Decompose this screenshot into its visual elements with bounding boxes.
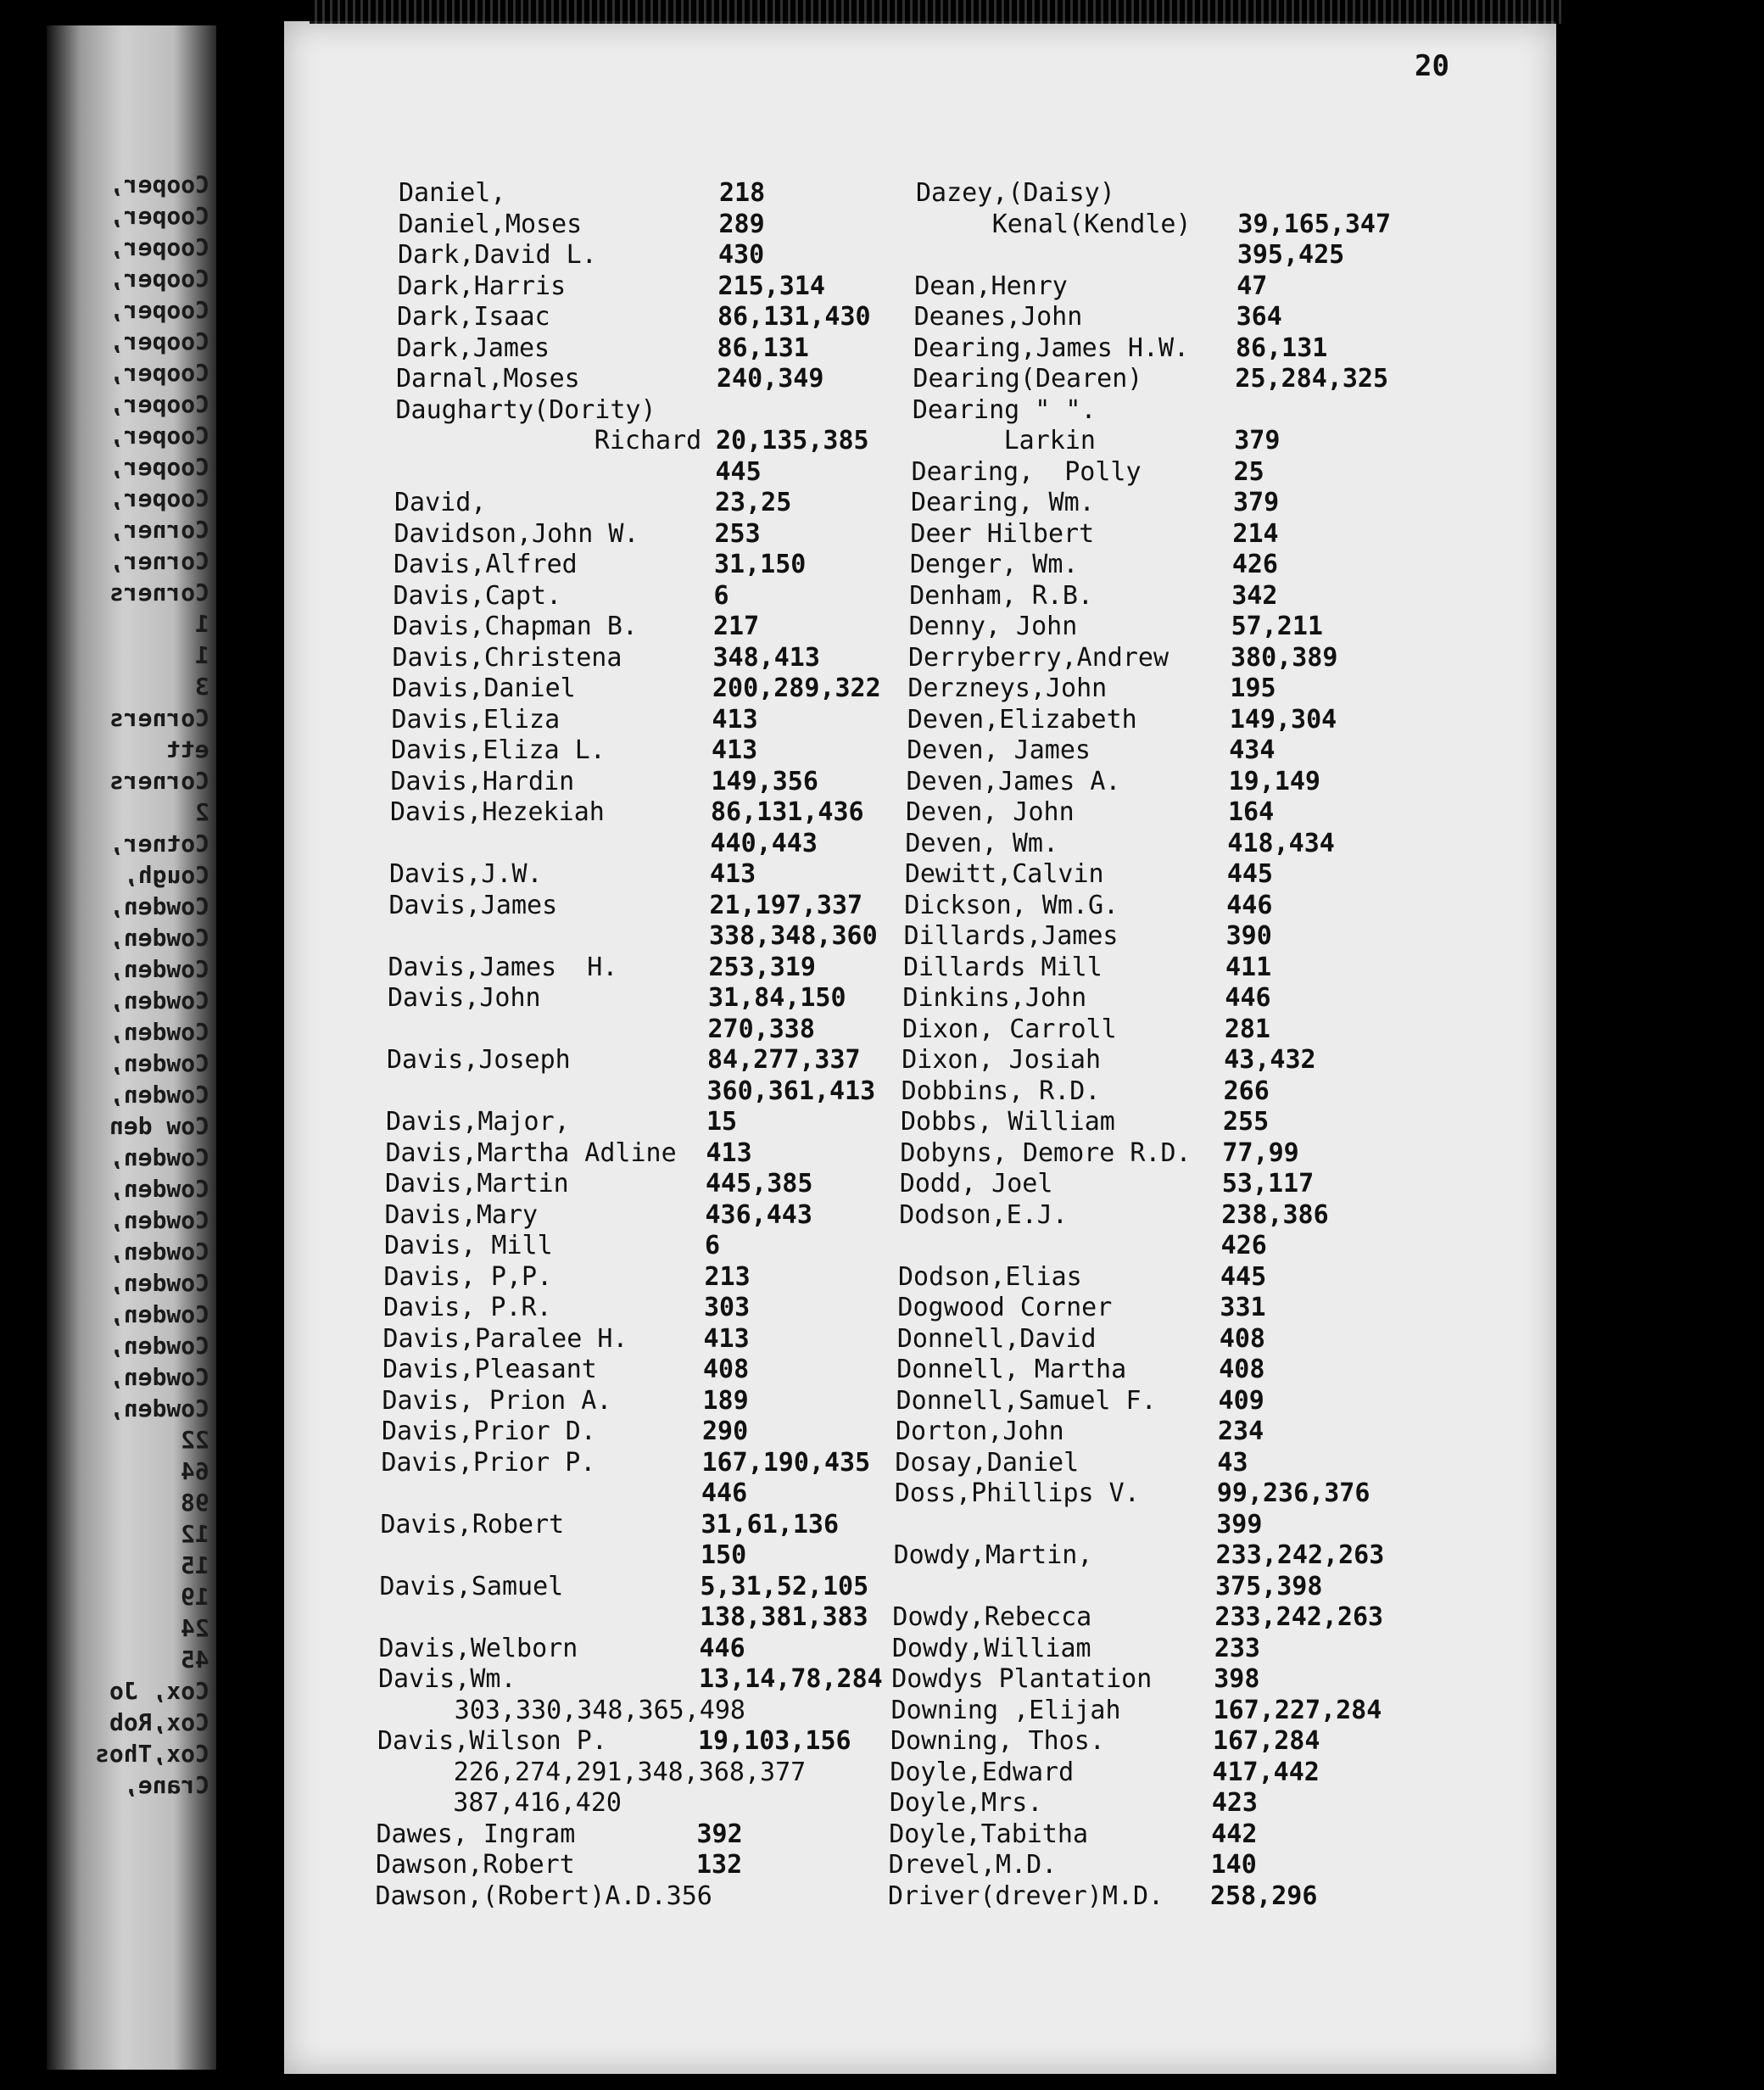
bleed-through-text: Cowden,: [109, 1332, 209, 1360]
bleed-through-text: Cowden,: [109, 1206, 209, 1234]
entry-pages: 436,443: [705, 1199, 812, 1230]
entry-name: Davis,J.W.: [389, 859, 543, 889]
entry-pages: 392: [696, 1819, 743, 1849]
entry-pages: 43,432: [1224, 1045, 1316, 1075]
entry-name: 226,274,291,348,368,377: [377, 1757, 807, 1787]
bleed-through-text: Corners: [109, 767, 209, 795]
facing-page-bleed-through: [47, 25, 216, 2070]
bleed-through-text: Corners: [109, 704, 209, 732]
entry-pages: 140: [1210, 1850, 1257, 1880]
entry-pages: 413: [703, 1323, 750, 1354]
bleed-through-text: Cooper,: [109, 202, 209, 230]
entry-name: Davis,Eliza: [391, 704, 561, 735]
entry-name: Dogwood Corner: [897, 1293, 1113, 1322]
entry-name: Davis,Hardin: [390, 766, 575, 796]
bleed-through-text: Cox,Thos: [95, 1740, 209, 1768]
bleed-through-text: Corners: [109, 578, 209, 606]
entry-name: Deer Hilbert: [910, 518, 1095, 549]
bleed-through-text: Cow den: [109, 1112, 209, 1140]
bleed-through-text: 2: [195, 798, 209, 826]
bleed-through-text: Cowden,: [109, 1175, 209, 1203]
entry-pages: 19,149: [1228, 766, 1320, 796]
entry-name: Dixon, Josiah: [902, 1045, 1102, 1075]
entry-name: Richard: [395, 426, 702, 455]
bleed-through-text: 45: [181, 1646, 209, 1674]
entry-pages: 445: [1226, 859, 1273, 889]
entry-name: Davis,Daniel: [392, 673, 576, 703]
entry-pages: 86,131,430: [717, 302, 871, 332]
bleed-through-text: Cowden,: [109, 1238, 209, 1266]
entry-pages: 331: [1220, 1293, 1266, 1322]
bleed-through-text: 15: [181, 1551, 209, 1579]
entry-name: Dixon, Carroll: [902, 1014, 1117, 1044]
entry-name: Drevel,M.D.: [888, 1850, 1058, 1880]
bleed-through-text: Crane,: [123, 1771, 209, 1799]
entry-pages: 23,25: [715, 488, 792, 517]
entry-name: Davis,Martha Adline: [385, 1137, 677, 1168]
bleed-through-text: 64: [181, 1457, 209, 1485]
entry-name: Dorton,John: [896, 1417, 1064, 1446]
entry-pages: 217: [713, 612, 760, 641]
bleed-through-text: Cowden,: [109, 1300, 209, 1328]
entry-pages: 86,131,436: [711, 797, 864, 827]
entry-pages: 408: [1219, 1323, 1265, 1354]
entry-pages: 442: [1211, 1819, 1258, 1849]
entry-pages: 21,197,337: [709, 890, 863, 920]
entry-pages: 408: [703, 1355, 750, 1384]
entry-pages: 426: [1231, 550, 1278, 579]
bleed-through-text: 1: [195, 641, 209, 669]
entry-pages: 57,211: [1231, 612, 1323, 641]
entry-pages: 25: [1233, 456, 1264, 487]
entry-name: Dowdy,Martin,: [893, 1540, 1093, 1570]
entry-pages: 411: [1225, 952, 1272, 982]
entry-pages: 446: [1226, 890, 1273, 920]
entry-name: Davis,Mary: [384, 1199, 539, 1230]
entry-name: Downing ,Elijah: [890, 1695, 1121, 1725]
entry-pages: 255: [1223, 1107, 1270, 1137]
entry-name: Denham, R.B.: [909, 580, 1093, 611]
entry-name: Dark,James: [396, 332, 550, 363]
entry-pages: 218: [719, 178, 766, 208]
entry-name: Deven, Wm.: [905, 828, 1059, 858]
entry-pages: 398: [1214, 1664, 1260, 1694]
entry-pages: 167,190,435: [701, 1447, 871, 1478]
bleed-through-text: 19: [181, 1583, 209, 1611]
bleed-through-text: 12: [181, 1520, 209, 1548]
entry-pages: 31,84,150: [708, 983, 846, 1013]
bleed-through-text: Cooper,: [109, 327, 209, 355]
entry-name: Dearing,James H.W.: [913, 332, 1190, 363]
entry-pages: 266: [1223, 1076, 1270, 1106]
bleed-through-text: 3: [195, 673, 209, 701]
entry-name: Davis,Welborn: [378, 1633, 578, 1663]
entry-name: Davis,Prior P.: [381, 1447, 596, 1478]
entry-pages: 13,14,78,284: [699, 1664, 883, 1694]
entry-name: Dawson,(Robert)A.D.356: [375, 1880, 712, 1911]
entry-name: Daniel,Moses: [398, 209, 583, 239]
bleed-through-text: 22: [181, 1426, 209, 1454]
entry-name: Dawes, Ingram: [376, 1819, 576, 1849]
bleed-through-text: Cotner,: [109, 830, 209, 858]
entry-name: Dodd, Joel: [899, 1169, 1053, 1199]
entry-pages: 413: [710, 859, 756, 889]
bleed-through-text: Cooper,: [109, 484, 209, 512]
entry-name: 387,416,420: [377, 1788, 622, 1818]
entry-name: Davis,Capt.: [393, 580, 562, 611]
entry-pages: 240,349: [717, 364, 824, 394]
entry-pages: 86,131: [1236, 332, 1328, 363]
bleed-through-text: Cooper,: [109, 265, 209, 293]
entry-pages: 446: [699, 1633, 745, 1663]
entry-pages: 445,385: [706, 1169, 813, 1199]
entry-name: Dark,Isaac: [397, 302, 550, 332]
entry-pages: 25,284,325: [1235, 364, 1389, 394]
entry-pages: 214: [1232, 518, 1279, 549]
bleed-through-text: Cowden,: [109, 1018, 209, 1046]
entry-name: Davis,Robert: [380, 1509, 565, 1540]
entry-pages: 258,296: [1210, 1880, 1318, 1911]
entry-name: Davis,John: [388, 983, 541, 1013]
entry-pages: 132: [696, 1850, 743, 1880]
entry-pages: 409: [1218, 1385, 1264, 1416]
entry-name: Doyle,Edward: [890, 1757, 1075, 1787]
entry-name: Davis, Prion A.: [382, 1385, 612, 1416]
entry-name: Davis,James: [388, 890, 558, 920]
entry-name: Davis,Alfred: [394, 550, 578, 579]
entry-name: Donnell, Martha: [896, 1355, 1127, 1384]
entry-name: Dark,David L.: [398, 240, 597, 270]
entry-name: Davis,Joseph: [387, 1045, 571, 1075]
entry-pages: 399: [1216, 1509, 1263, 1540]
entry-pages: 86,131: [717, 332, 809, 363]
entry-name: Denger, Wm.: [909, 550, 1079, 579]
entry-name: Dearing, Wm.: [911, 488, 1095, 517]
entry-name: Davidson,John W.: [394, 518, 639, 549]
entry-pages: 6: [705, 1231, 721, 1260]
entry-pages: 233: [1214, 1633, 1260, 1663]
entry-pages: 413: [706, 1137, 752, 1168]
entry-pages: 446: [701, 1478, 748, 1508]
entry-name: Daugharty(Dority): [395, 394, 656, 425]
entry-pages: 43: [1217, 1447, 1248, 1478]
entry-pages: 189: [702, 1385, 749, 1416]
entry-name: Dawson,Robert: [376, 1850, 575, 1880]
bleed-through-text: Cooper,: [109, 422, 209, 450]
entry-pages: 99,236,376: [1216, 1478, 1370, 1508]
entry-pages: 413: [712, 735, 758, 765]
entry-pages: 390: [1225, 921, 1272, 951]
entry-pages: 423: [1211, 1788, 1258, 1818]
entry-name: Dewitt,Calvin: [904, 859, 1104, 889]
bleed-through-text: Cooper,: [109, 359, 209, 387]
entry-name: Dazey,(Daisy): [916, 178, 1115, 208]
bleed-through-text: Cowden,: [109, 986, 209, 1014]
entry-pages: 395,425: [1236, 240, 1345, 270]
entry-pages: 138,381,383: [700, 1602, 868, 1632]
entry-pages: 6: [713, 580, 729, 611]
entry-pages: 348,413: [712, 642, 820, 673]
entry-name: Derzneys,John: [907, 673, 1108, 703]
entry-name: Dinkins,John: [902, 983, 1087, 1013]
entry-name: Dearing " ".: [912, 394, 1097, 425]
entry-pages: 149,304: [1229, 704, 1337, 735]
entry-pages: 303: [704, 1293, 751, 1322]
bleed-through-text: Corner,: [109, 547, 209, 575]
entry-pages: 379: [1234, 426, 1281, 455]
entry-name: Dobbs, William: [901, 1107, 1115, 1137]
bleed-through-text: Cowden,: [109, 955, 209, 983]
entry-pages: 31,61,136: [701, 1509, 840, 1540]
entry-name: Deven,Elizabeth: [907, 704, 1137, 735]
bleed-through-text: Cox, Jo: [109, 1677, 209, 1705]
entry-name: Doyle,Tabitha: [889, 1819, 1089, 1849]
bleed-through-text: Cowden,: [109, 1049, 209, 1077]
entry-pages: 233,242,263: [1214, 1602, 1384, 1632]
entry-name: Dillards Mill: [903, 952, 1102, 982]
entry-name: Dodson,Elias: [898, 1261, 1082, 1292]
entry-pages: 31,150: [714, 550, 807, 579]
entry-pages: 342: [1231, 580, 1278, 611]
entry-name: Dowdy,William: [891, 1633, 1091, 1663]
scan-top-edge: [310, 0, 1565, 24]
bleed-through-text: 1: [195, 610, 209, 638]
entry-pages: 417,442: [1212, 1757, 1320, 1787]
entry-name: Deven,James A.: [906, 766, 1121, 796]
entry-pages: 167,227,284: [1213, 1695, 1382, 1725]
entry-name: Davis,Hezekiah: [390, 797, 605, 827]
bleed-through-text: Cowden,: [109, 1081, 209, 1109]
entry-name: Davis,James H.: [388, 952, 618, 982]
entry-name: Donnell,David: [896, 1323, 1097, 1354]
entry-name: Daniel,: [399, 178, 506, 208]
entry-name: Dean,Henry: [914, 271, 1068, 301]
entry-pages: 149,356: [711, 766, 818, 796]
entry-name: Davis,Chapman B.: [393, 612, 638, 641]
entry-pages: 167,284: [1213, 1726, 1320, 1756]
entry-pages: 213: [704, 1261, 751, 1292]
entry-name: Downing, Thos.: [890, 1726, 1105, 1756]
entry-name: Davis, Mill: [384, 1231, 553, 1260]
entry-name: Davis,Samuel: [379, 1571, 564, 1601]
entry-pages: 39,165,347: [1237, 209, 1392, 239]
bleed-through-text: Cooper,: [109, 453, 209, 481]
entry-pages: 290: [702, 1417, 749, 1446]
entry-name: Kenal(Kendle): [915, 209, 1192, 239]
entry-name: Darnal,Moses: [396, 364, 580, 394]
entry-name: Davis, P.R.: [383, 1293, 552, 1322]
bleed-through-text: Cowden,: [109, 1363, 209, 1391]
entry-name: Davis,Martin: [385, 1169, 569, 1199]
bleed-through-text: Cooper,: [109, 170, 209, 198]
entry-name: Davis,Wm.: [378, 1664, 516, 1694]
entry-name: Doyle,Mrs.: [889, 1788, 1043, 1818]
entry-pages: 408: [1219, 1355, 1265, 1384]
entry-name: Davis,Eliza L.: [391, 735, 606, 765]
entry-name: Donnell,Samuel F.: [896, 1385, 1157, 1416]
entry-pages: 253: [714, 518, 761, 549]
entry-pages: 200,289,322: [712, 673, 881, 703]
entry-name: Derryberry,Andrew: [908, 642, 1169, 673]
entry-pages: 164: [1228, 797, 1275, 827]
entry-name: Deven, James: [907, 735, 1091, 765]
entry-pages: 375,398: [1215, 1571, 1323, 1601]
bleed-through-text: ett: [166, 735, 209, 763]
entry-name: Davis,Major,: [386, 1107, 570, 1137]
entry-pages: 426: [1220, 1231, 1267, 1260]
entry-pages: 150: [701, 1540, 747, 1570]
entry-pages: 418,434: [1227, 828, 1335, 858]
entry-name: Dickson, Wm.G.: [904, 890, 1119, 920]
entry-name: Davis,Prior D.: [382, 1417, 596, 1446]
entry-pages: 19,103,156: [698, 1726, 851, 1756]
entry-pages: 380,389: [1231, 642, 1338, 673]
entry-name: David,: [394, 488, 487, 517]
entry-pages: 215,314: [717, 271, 825, 301]
entry-pages: 430: [718, 240, 765, 270]
entry-name: Davis, P,P.: [383, 1261, 553, 1292]
entry-name: Davis,Paralee H.: [382, 1323, 628, 1354]
bleed-through-text: 24: [181, 1614, 209, 1642]
entry-pages: 5,31,52,105: [700, 1571, 869, 1601]
entry-name: Deven, John: [906, 797, 1075, 827]
bleed-through-text: Cowden,: [109, 1394, 209, 1422]
entry-pages: 84,277,337: [707, 1045, 861, 1075]
entry-pages: 77,99: [1222, 1137, 1299, 1168]
entry-pages: 20,135,385: [716, 426, 869, 455]
bleed-through-text: Cooper,: [109, 233, 209, 261]
entry-name: Dearing(Dearen): [913, 364, 1143, 394]
entry-pages: 47: [1236, 271, 1268, 301]
entry-pages: 15: [706, 1107, 738, 1137]
entry-pages: 270,338: [707, 1014, 815, 1044]
entry-pages: 289: [718, 209, 765, 239]
entry-name: Dowdy,Rebecca: [892, 1602, 1092, 1632]
entry-name: Dodson,E.J.: [899, 1199, 1068, 1230]
entry-pages: 53,117: [1221, 1169, 1315, 1199]
bleed-through-text: Cowden,: [109, 892, 209, 920]
entry-name: Driver(drever)M.D.: [888, 1880, 1164, 1911]
entry-name: Dark,Harris: [397, 271, 567, 301]
entry-pages: 440,443: [710, 828, 818, 858]
entry-name: Dosay,Daniel: [895, 1447, 1080, 1478]
entry-name: Davis,Wilson P.: [377, 1726, 607, 1756]
entry-name: Dobyns, Demore R.D.: [900, 1137, 1192, 1168]
bleed-through-text: Cowden,: [109, 924, 209, 952]
entry-pages: 360,361,413: [706, 1076, 876, 1106]
entry-name: Dearing, Polly: [911, 456, 1142, 487]
entry-name: Denny, John: [908, 612, 1078, 641]
bleed-through-text: Cough,: [123, 861, 209, 889]
entry-pages: 446: [1225, 983, 1271, 1013]
entry-pages: 253,319: [708, 952, 816, 982]
entry-name: Deanes,John: [913, 302, 1083, 332]
entry-name: Dillards,James: [903, 921, 1119, 951]
bleed-through-text: Cowden,: [109, 1143, 209, 1171]
entry-pages: 364: [1236, 302, 1282, 332]
entry-name: Dobbins, R.D.: [901, 1076, 1101, 1106]
entry-pages: 434: [1229, 735, 1276, 765]
page-number: 20: [1415, 49, 1449, 83]
entry-pages: 195: [1230, 673, 1276, 703]
entry-pages: 281: [1224, 1014, 1270, 1044]
entry-pages: 338,348,360: [709, 921, 878, 951]
entry-name: Doss,Phillips V.: [894, 1478, 1140, 1508]
entry-pages: 445: [1220, 1261, 1267, 1292]
entry-pages: 238,386: [1221, 1199, 1329, 1230]
entry-name: Dowdys Plantation: [891, 1664, 1153, 1694]
entry-pages: 234: [1218, 1417, 1264, 1446]
bleed-through-text: Corner,: [109, 516, 209, 544]
entry-pages: 413: [712, 704, 758, 735]
entry-pages: 445: [715, 456, 762, 487]
entry-pages: 379: [1233, 488, 1280, 517]
bleed-through-text: Cox,Rob: [109, 1708, 209, 1736]
bleed-through-text: Cooper,: [109, 296, 209, 324]
bleed-through-text: Cooper,: [109, 390, 209, 418]
entry-name: Larkin: [912, 426, 1096, 455]
entry-name: Davis,Pleasant: [382, 1355, 597, 1384]
entry-name: Davis,Christena: [392, 642, 622, 673]
bleed-through-text: Cowden,: [109, 1269, 209, 1297]
bleed-through-text: 98: [181, 1489, 209, 1517]
entry-name: 303,330,348,365,498: [377, 1695, 745, 1725]
entry-pages: 233,242,263: [1215, 1540, 1385, 1570]
